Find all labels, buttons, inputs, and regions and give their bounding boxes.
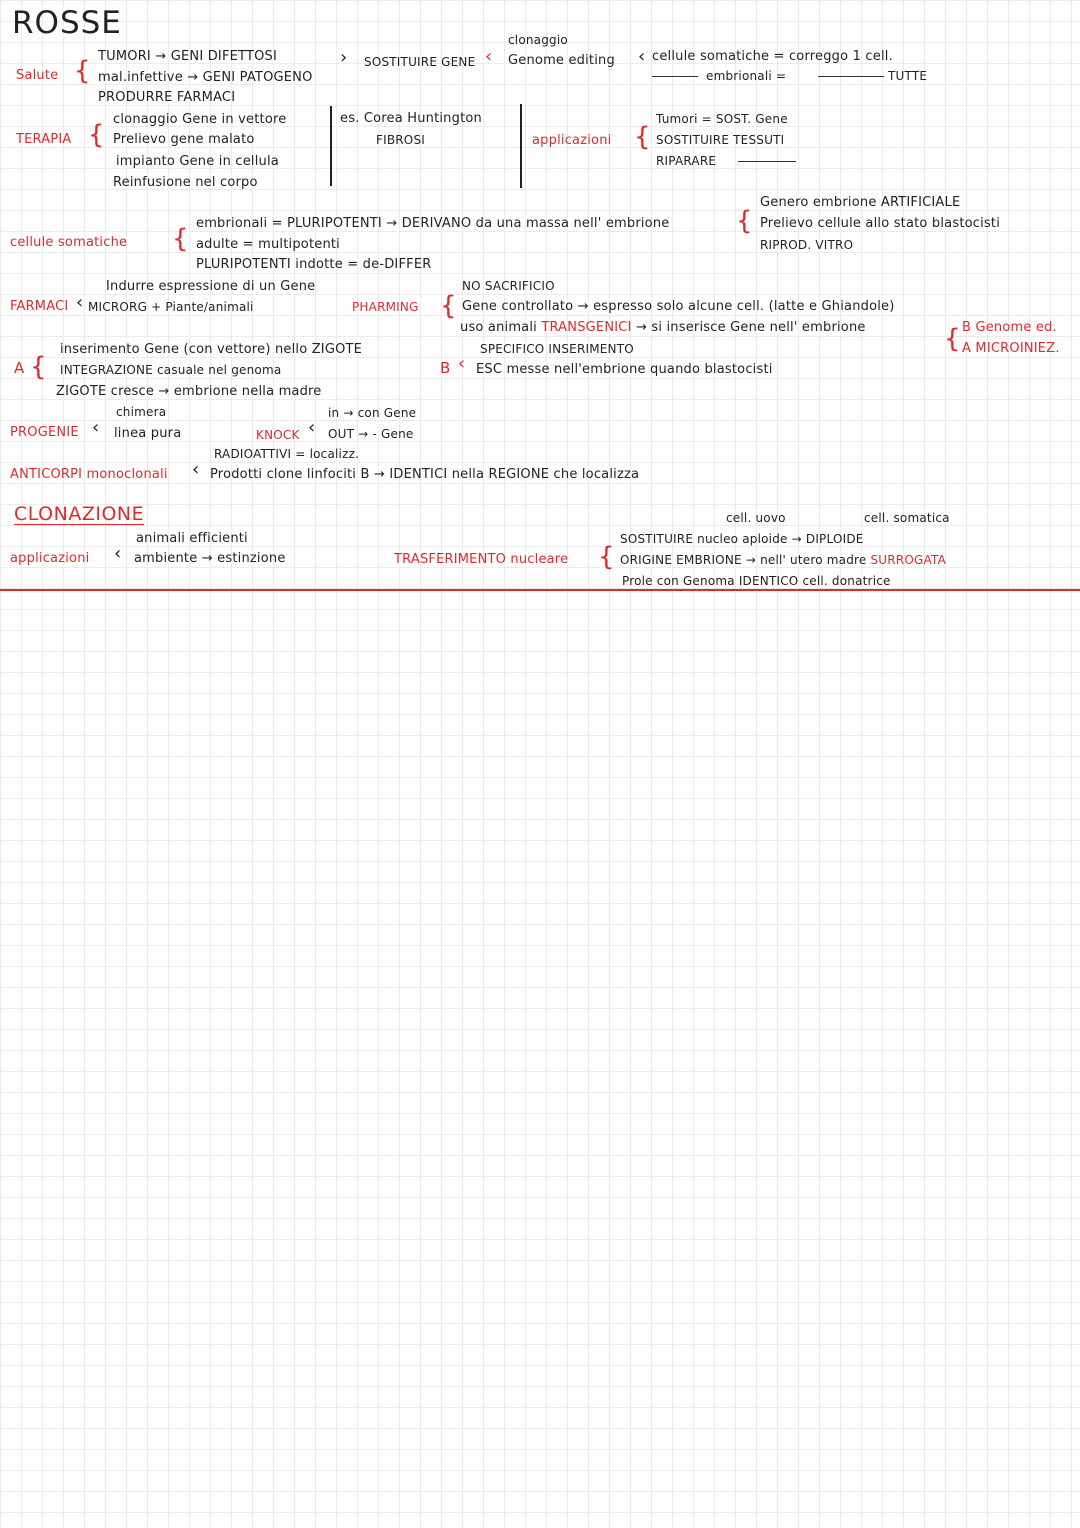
- anticorpi-descrizione: Prodotti clone linfociti B → IDENTICI nella REGIONE che localizza: [210, 467, 640, 482]
- cellule-embrionali: embrionali = PLURIPOTENTI → DERIVANO da una massa nell' embrione: [196, 216, 670, 231]
- progenie-label: PROGENIE: [10, 425, 79, 440]
- embrione-artificiale: Genero embrione ARTIFICIALE: [760, 195, 961, 210]
- applicazioni-bracket-icon: {: [634, 122, 651, 152]
- no-sacrificio: NO SACRIFICIO: [462, 279, 555, 293]
- salute-tumori: TUMORI → GENI DIFETTOSI: [98, 49, 278, 64]
- salute-mal-infettive: mal.infettive → GENI PATOGENO: [98, 70, 313, 85]
- dash-line: [652, 76, 698, 77]
- surrogata: SURROGATA: [870, 553, 946, 567]
- progenie-chimera: chimera: [116, 405, 167, 419]
- metodo-a-bracket-icon: {: [30, 352, 47, 382]
- progenie-linea-pura: linea pura: [114, 426, 182, 441]
- esempio-fibrosi: FIBROSI: [376, 133, 426, 147]
- sostituire-gene: SOSTITUIRE GENE: [364, 55, 476, 69]
- prelievo-blastocisti: Prelievo cellule allo stato blastocisti: [760, 216, 1001, 231]
- divider: [330, 106, 332, 186]
- pharming-bracket-icon: {: [440, 291, 457, 321]
- metodo-a-step-2: INTEGRAZIONE casuale nel genoma: [60, 363, 282, 377]
- clonazione-title: CLONAZIONE: [14, 503, 145, 525]
- dash-line: [738, 161, 796, 162]
- metodo-a-microiniezione: A MICROINIEZ.: [962, 341, 1060, 356]
- riproduzione-vitro: RIPROD. VITRO: [760, 238, 854, 252]
- salute-bracket-icon: {: [74, 56, 91, 86]
- genome-editing: Genome editing: [508, 53, 615, 68]
- chevron-left-icon: ‹: [114, 543, 122, 564]
- terapia-step-3: impianto Gene in cellula: [116, 154, 279, 169]
- chevron-left-icon: ‹: [192, 459, 200, 480]
- trasferimento-bracket-icon: {: [598, 542, 615, 572]
- knock-in: in → con Gene: [328, 406, 417, 420]
- salute-embrionali: embrionali =: [706, 69, 787, 83]
- applicazione-tessuti: SOSTITUIRE TESSUTI: [656, 133, 785, 147]
- metodo-b-step-1: SPECIFICO INSERIMENTO: [480, 342, 634, 356]
- chevron-left-icon: ‹: [92, 417, 100, 438]
- metodo-b-step-2: ESC messe nell'embrione quando blastocisti: [476, 362, 773, 377]
- salute-tutte: TUTTE: [888, 69, 928, 83]
- clonazione-applicazioni: applicazioni: [10, 551, 90, 566]
- trasferimento-step-2: [620, 553, 946, 568]
- transgenici-word: TRANSGENICI: [541, 320, 632, 335]
- applicazione-riparare: RIPARARE: [656, 154, 717, 168]
- applicazione-tumori: Tumori = SOST. Gene: [656, 112, 788, 126]
- salute-label: Salute: [16, 68, 59, 83]
- metodo-b-label: B: [440, 359, 451, 377]
- chevron-right-icon: ›: [340, 47, 348, 68]
- terapia-step-4: Reinfusione nel corpo: [113, 175, 258, 190]
- trasferimento-step-1: SOSTITUIRE nucleo aploide → DIPLOIDE: [620, 532, 864, 546]
- salute-farmaci: PRODURRE FARMACI: [98, 90, 236, 105]
- farmaci-label: FARMACI: [10, 299, 69, 314]
- terapia-step-2: Prelievo gene malato: [113, 132, 255, 147]
- chevron-left-icon: ‹: [458, 353, 466, 374]
- animali-transgenici: [460, 320, 866, 335]
- chevron-left-icon: ‹: [638, 46, 646, 67]
- trasferimento-step-2a: ORIGINE EMBRIONE → nell' utero madre: [620, 553, 867, 567]
- divider: [520, 104, 522, 188]
- indurre-espressione: Indurre espressione di un Gene: [106, 279, 316, 294]
- metodo-a-step-3: ZIGOTE cresce → embrione nella madre: [56, 384, 322, 399]
- trasferimento-nucleare: TRASFERIMENTO nucleare: [394, 552, 569, 567]
- metodo-b-genome: B Genome ed.: [962, 320, 1057, 335]
- transgenici-post: → si inserisce Gene nell' embrione: [635, 320, 866, 335]
- clonaggio-label: clonaggio: [508, 33, 568, 47]
- metodo-a-step-1: inserimento Gene (con vettore) nello ZIGOTE: [60, 342, 363, 357]
- terapia-bracket-icon: {: [88, 120, 105, 150]
- gene-controllato: Gene controllato → espresso solo alcune cell. (latte e Ghiandole): [462, 299, 895, 314]
- anticorpi-label: ANTICORPI monoclonali: [10, 467, 168, 482]
- microrganismi: MICRORG + Piante/animali: [88, 300, 254, 314]
- cellule-bracket-icon: {: [172, 224, 189, 254]
- applicazioni-label: applicazioni: [532, 133, 612, 148]
- radioattivi: RADIOATTIVI = localizz.: [214, 447, 360, 461]
- terapia-label: TERAPIA: [16, 132, 72, 147]
- knock-label: KNOCK: [256, 428, 300, 442]
- embrione-bracket-icon: {: [736, 206, 753, 236]
- clonazione-ambiente: ambiente → estinzione: [134, 551, 286, 566]
- chevron-left-icon: ‹: [76, 292, 84, 313]
- dash-line: [818, 76, 884, 77]
- metodo-a-label: A: [14, 359, 25, 377]
- terapia-step-1: clonaggio Gene in vettore: [113, 112, 287, 127]
- cellule-indotte: PLURIPOTENTI indotte = de-DIFFER: [196, 257, 432, 272]
- salute-cellule-somatiche: cellule somatiche = correggo 1 cell.: [652, 49, 893, 64]
- esempio-huntington: es. Corea Huntington: [340, 111, 482, 126]
- cellule-adulte: adulte = multipotenti: [196, 237, 340, 252]
- section-divider: [0, 589, 1080, 591]
- clonazione-animali: animali efficienti: [136, 531, 248, 546]
- transgenici-pre: uso animali: [460, 320, 537, 335]
- cell-uovo: cell. uovo: [726, 511, 786, 525]
- knock-out: OUT → - Gene: [328, 427, 414, 441]
- chevron-left-icon: ‹: [308, 417, 316, 438]
- cellule-somatiche-label: cellule somatiche: [10, 235, 128, 250]
- chevron-left-icon: ‹: [485, 46, 493, 67]
- trasferimento-step-3: Prole con Genoma IDENTICO cell. donatrice: [622, 574, 891, 588]
- metodi-bracket-icon: {: [944, 324, 961, 354]
- page-title: ROSSE: [12, 5, 122, 41]
- cell-somatica: cell. somatica: [864, 511, 950, 525]
- pharming-label: PHARMING: [352, 300, 419, 314]
